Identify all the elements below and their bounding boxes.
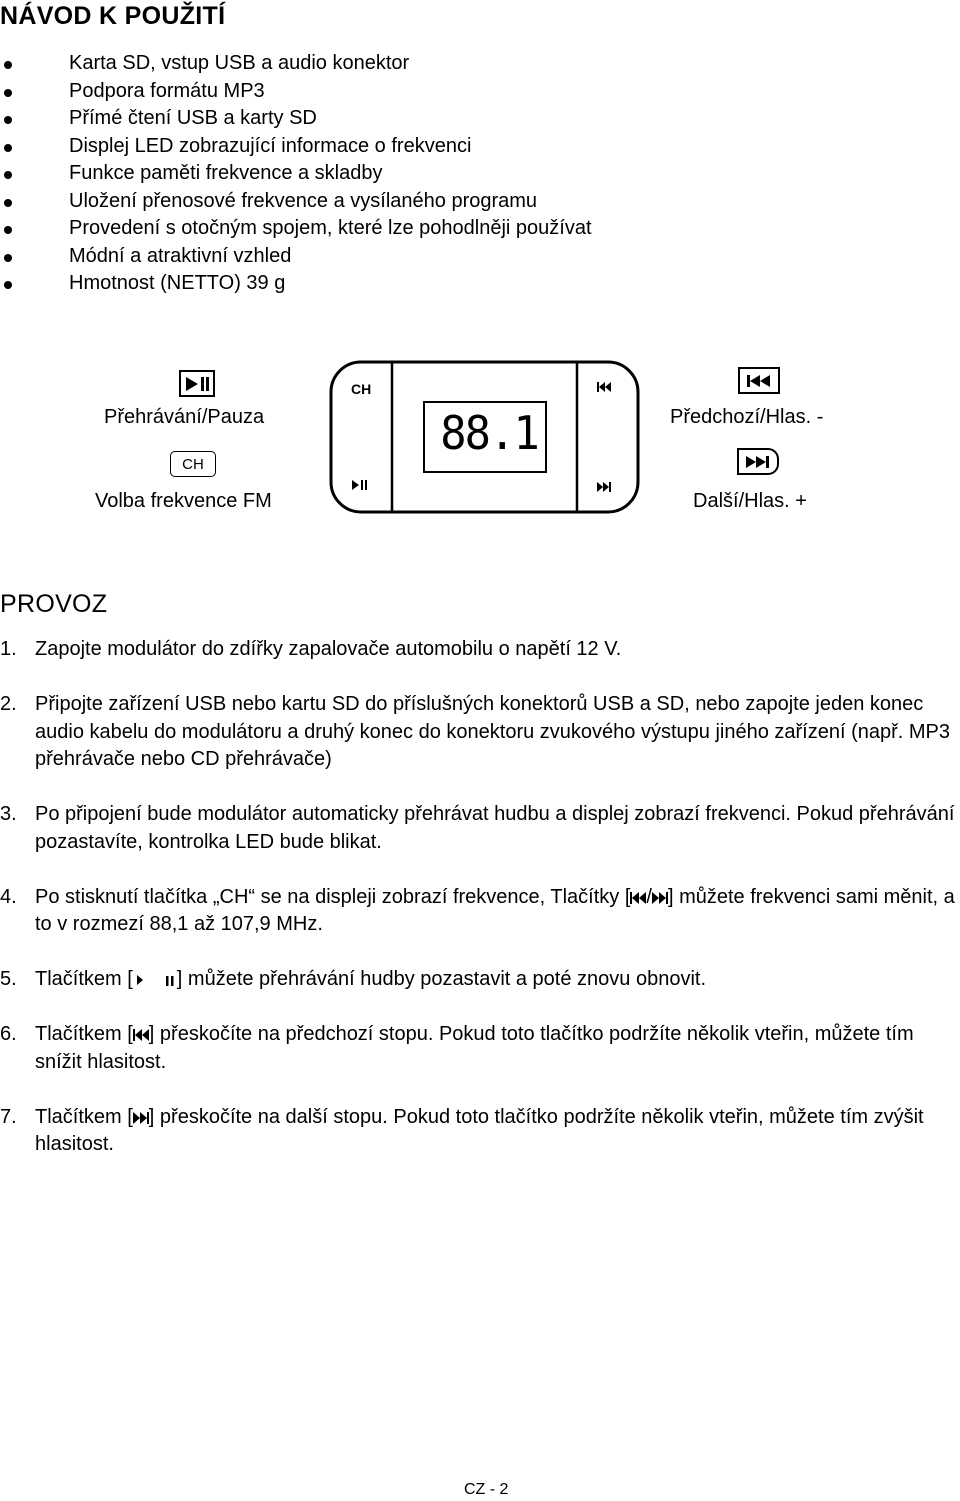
section-title: PROVOZ [0, 590, 108, 618]
list-item: Karta SD, vstup USB a audio konektor [0, 50, 592, 78]
next-icon [133, 1111, 149, 1125]
previous-icon [738, 367, 780, 394]
list-item: 3. Po připojení bude modulátor automaticky přehrávat hudbu a displej zobrazí frekvenci. Pokud přehrávání pozastavíte, kontrolka LED bude blikat. [0, 803, 955, 853]
bullet-icon [4, 199, 12, 207]
list-item: Přímé čtení USB a karty SD [0, 105, 592, 133]
list-item: 2. Připojte zařízení USB nebo kartu SD do příslušných konektorů USB a SD, nebo zapojte jeden konec audio kabelu do modulátoru a druhý konec do konektoru zvukového výstupu jiného zařízení (např. MP3 přehrávače nebo CD přehrávače) [0, 693, 950, 770]
list-item: Uložení přenosové frekvence a vysílaného programu [0, 188, 592, 216]
previous-icon [133, 1028, 149, 1042]
page-title: NÁVOD K POUŽITÍ [0, 2, 226, 30]
list-item: Funkce paměti frekvence a skladby [0, 160, 592, 188]
play-pause-icon [179, 370, 215, 397]
list-item: 7. Tlačítkem [ ] přeskočíte na další stopu. Pokud toto tlačítko podržíte několik vteřin, můžete tím zvýšit hlasitost. [0, 1105, 924, 1155]
list-item: Módní a atraktivní vzhled [0, 243, 592, 271]
bullet-icon [4, 281, 12, 289]
list-item: Podpora formátu MP3 [0, 78, 592, 106]
list-item: Displej LED zobrazující informace o frekvenci [0, 133, 592, 161]
bullet-icon [4, 226, 12, 234]
page-footer: CZ - 2 [464, 1481, 509, 1498]
fm-select-label: Volba frekvence FM [95, 490, 272, 512]
next-icon [737, 448, 779, 475]
list-item: 5. Tlačítkem [ ] můžete přehrávání hudby pozastavit a poté znovu obnovit. [0, 968, 707, 990]
bullet-icon [4, 61, 12, 69]
list-item: 1. Zapojte modulátor do zdířky zapalovače automobilu o napětí 12 V. [0, 638, 622, 660]
list-item: Hmotnost (NETTO) 39 g [0, 270, 592, 298]
play-pause-icon [133, 973, 177, 987]
play-pause-label: Přehrávání/Pauza [104, 406, 265, 428]
next-icon [652, 891, 668, 905]
previous-icon [630, 891, 646, 905]
bullet-icon [4, 89, 12, 97]
steps-list [0, 636, 960, 1186]
bullet-icon [4, 171, 12, 179]
bullet-icon [4, 254, 12, 262]
previous-label: Předchozí/Hlas. - [670, 406, 824, 428]
device-ch-label: CH [351, 381, 372, 397]
bullet-icon [4, 116, 12, 124]
list-item: Provedení s otočným spojem, které lze pohodlněji používat [0, 215, 592, 243]
device-diagram [0, 355, 960, 525]
ch-button-icon: CH [170, 451, 216, 477]
feature-list [0, 50, 592, 298]
list-item: 4. Po stisknutí tlačítka „CH“ se na displeji zobrazí frekvence, Tlačítky [ / ] můžete frekvenci sami měnit, a to v rozmezí 88,1 až 107,9 MHz. [0, 885, 955, 935]
bullet-icon [4, 144, 12, 152]
next-label: Další/Hlas. + [693, 490, 807, 512]
list-item: 6. Tlačítkem [ ] přeskočíte na předchozí stopu. Pokud toto tlačítko podržíte několik vteřin, můžete tím snížit hlasitost. [0, 1023, 914, 1073]
frequency-display: 88.1 [440, 406, 538, 460]
